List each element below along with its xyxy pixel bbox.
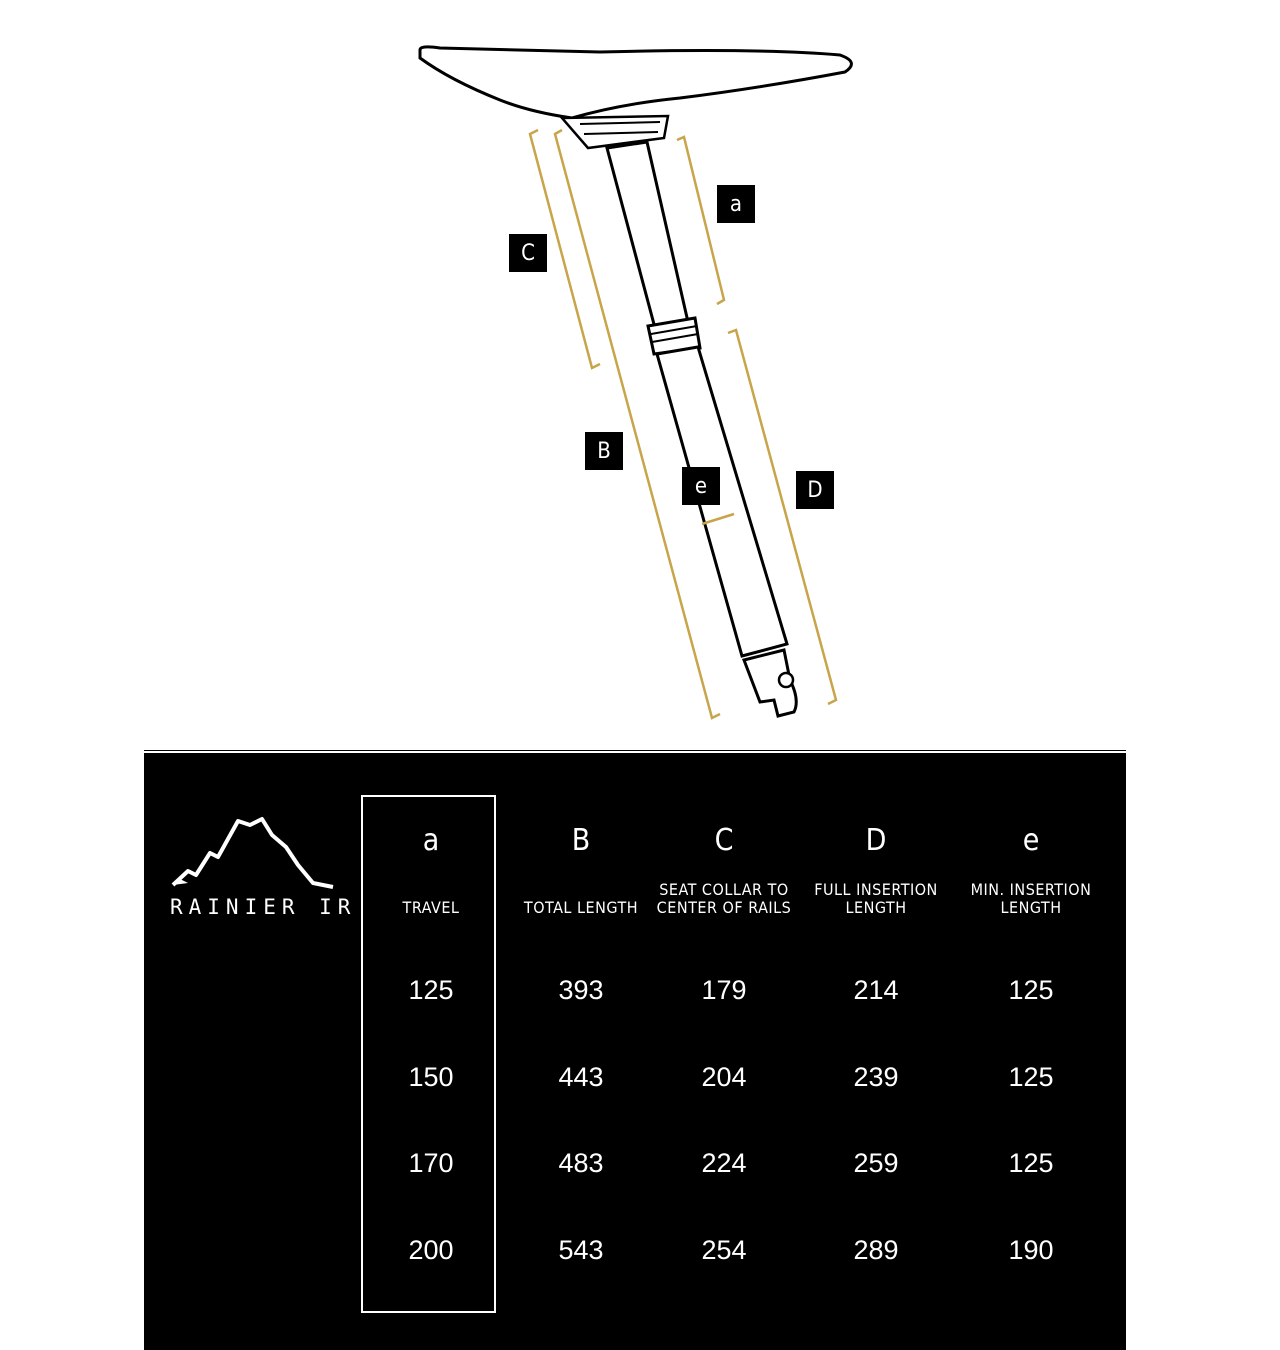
column-header: MIN. INSERTION LENGTH	[970, 880, 1092, 917]
table-cell: 214	[853, 975, 899, 1005]
divider	[144, 750, 1126, 751]
table-cell: 289	[853, 1235, 899, 1265]
column-letter: C	[714, 823, 734, 858]
column-letter: B	[571, 823, 591, 858]
spec-table	[144, 753, 1126, 1350]
label-a: a	[717, 185, 755, 223]
table-cell: 179	[701, 975, 747, 1005]
table-cell: 483	[558, 1148, 604, 1178]
label-b: B	[585, 432, 623, 470]
upper-tube	[607, 142, 688, 328]
table-cell: 125	[1008, 1062, 1054, 1092]
table-cell: 543	[558, 1235, 604, 1265]
column-header: FULL INSERTION LENGTH	[814, 880, 938, 917]
table-cell: 239	[853, 1062, 899, 1092]
table-cell: 393	[558, 975, 604, 1005]
column-letter: D	[865, 823, 887, 858]
table-cell: 224	[701, 1148, 747, 1178]
column-header: TOTAL LENGTH	[523, 898, 639, 917]
column-letter: a	[422, 823, 440, 858]
table-cell: 254	[701, 1235, 747, 1265]
label-d: D	[796, 471, 834, 509]
column-header: TRAVEL	[402, 898, 460, 917]
table-cell: 125	[408, 975, 454, 1005]
label-c: C	[509, 234, 547, 272]
table-cell: 443	[558, 1062, 604, 1092]
table-cell: 200	[408, 1235, 454, 1265]
column-header: SEAT COLLAR TO CENTER OF RAILS	[656, 880, 792, 917]
table-cell: 204	[701, 1062, 747, 1092]
label-e: e	[682, 467, 720, 505]
table-cell: 259	[853, 1148, 899, 1178]
brand-name: RAINIER IR	[170, 895, 357, 919]
saddle	[420, 47, 851, 118]
table-cell: 125	[1008, 975, 1054, 1005]
table-cell: 125	[1008, 1148, 1054, 1178]
table-cell: 150	[408, 1062, 454, 1092]
column-letter: e	[1022, 823, 1040, 858]
lower-tube	[657, 347, 787, 656]
table-cell: 170	[408, 1148, 454, 1178]
table-cell: 190	[1008, 1235, 1054, 1265]
